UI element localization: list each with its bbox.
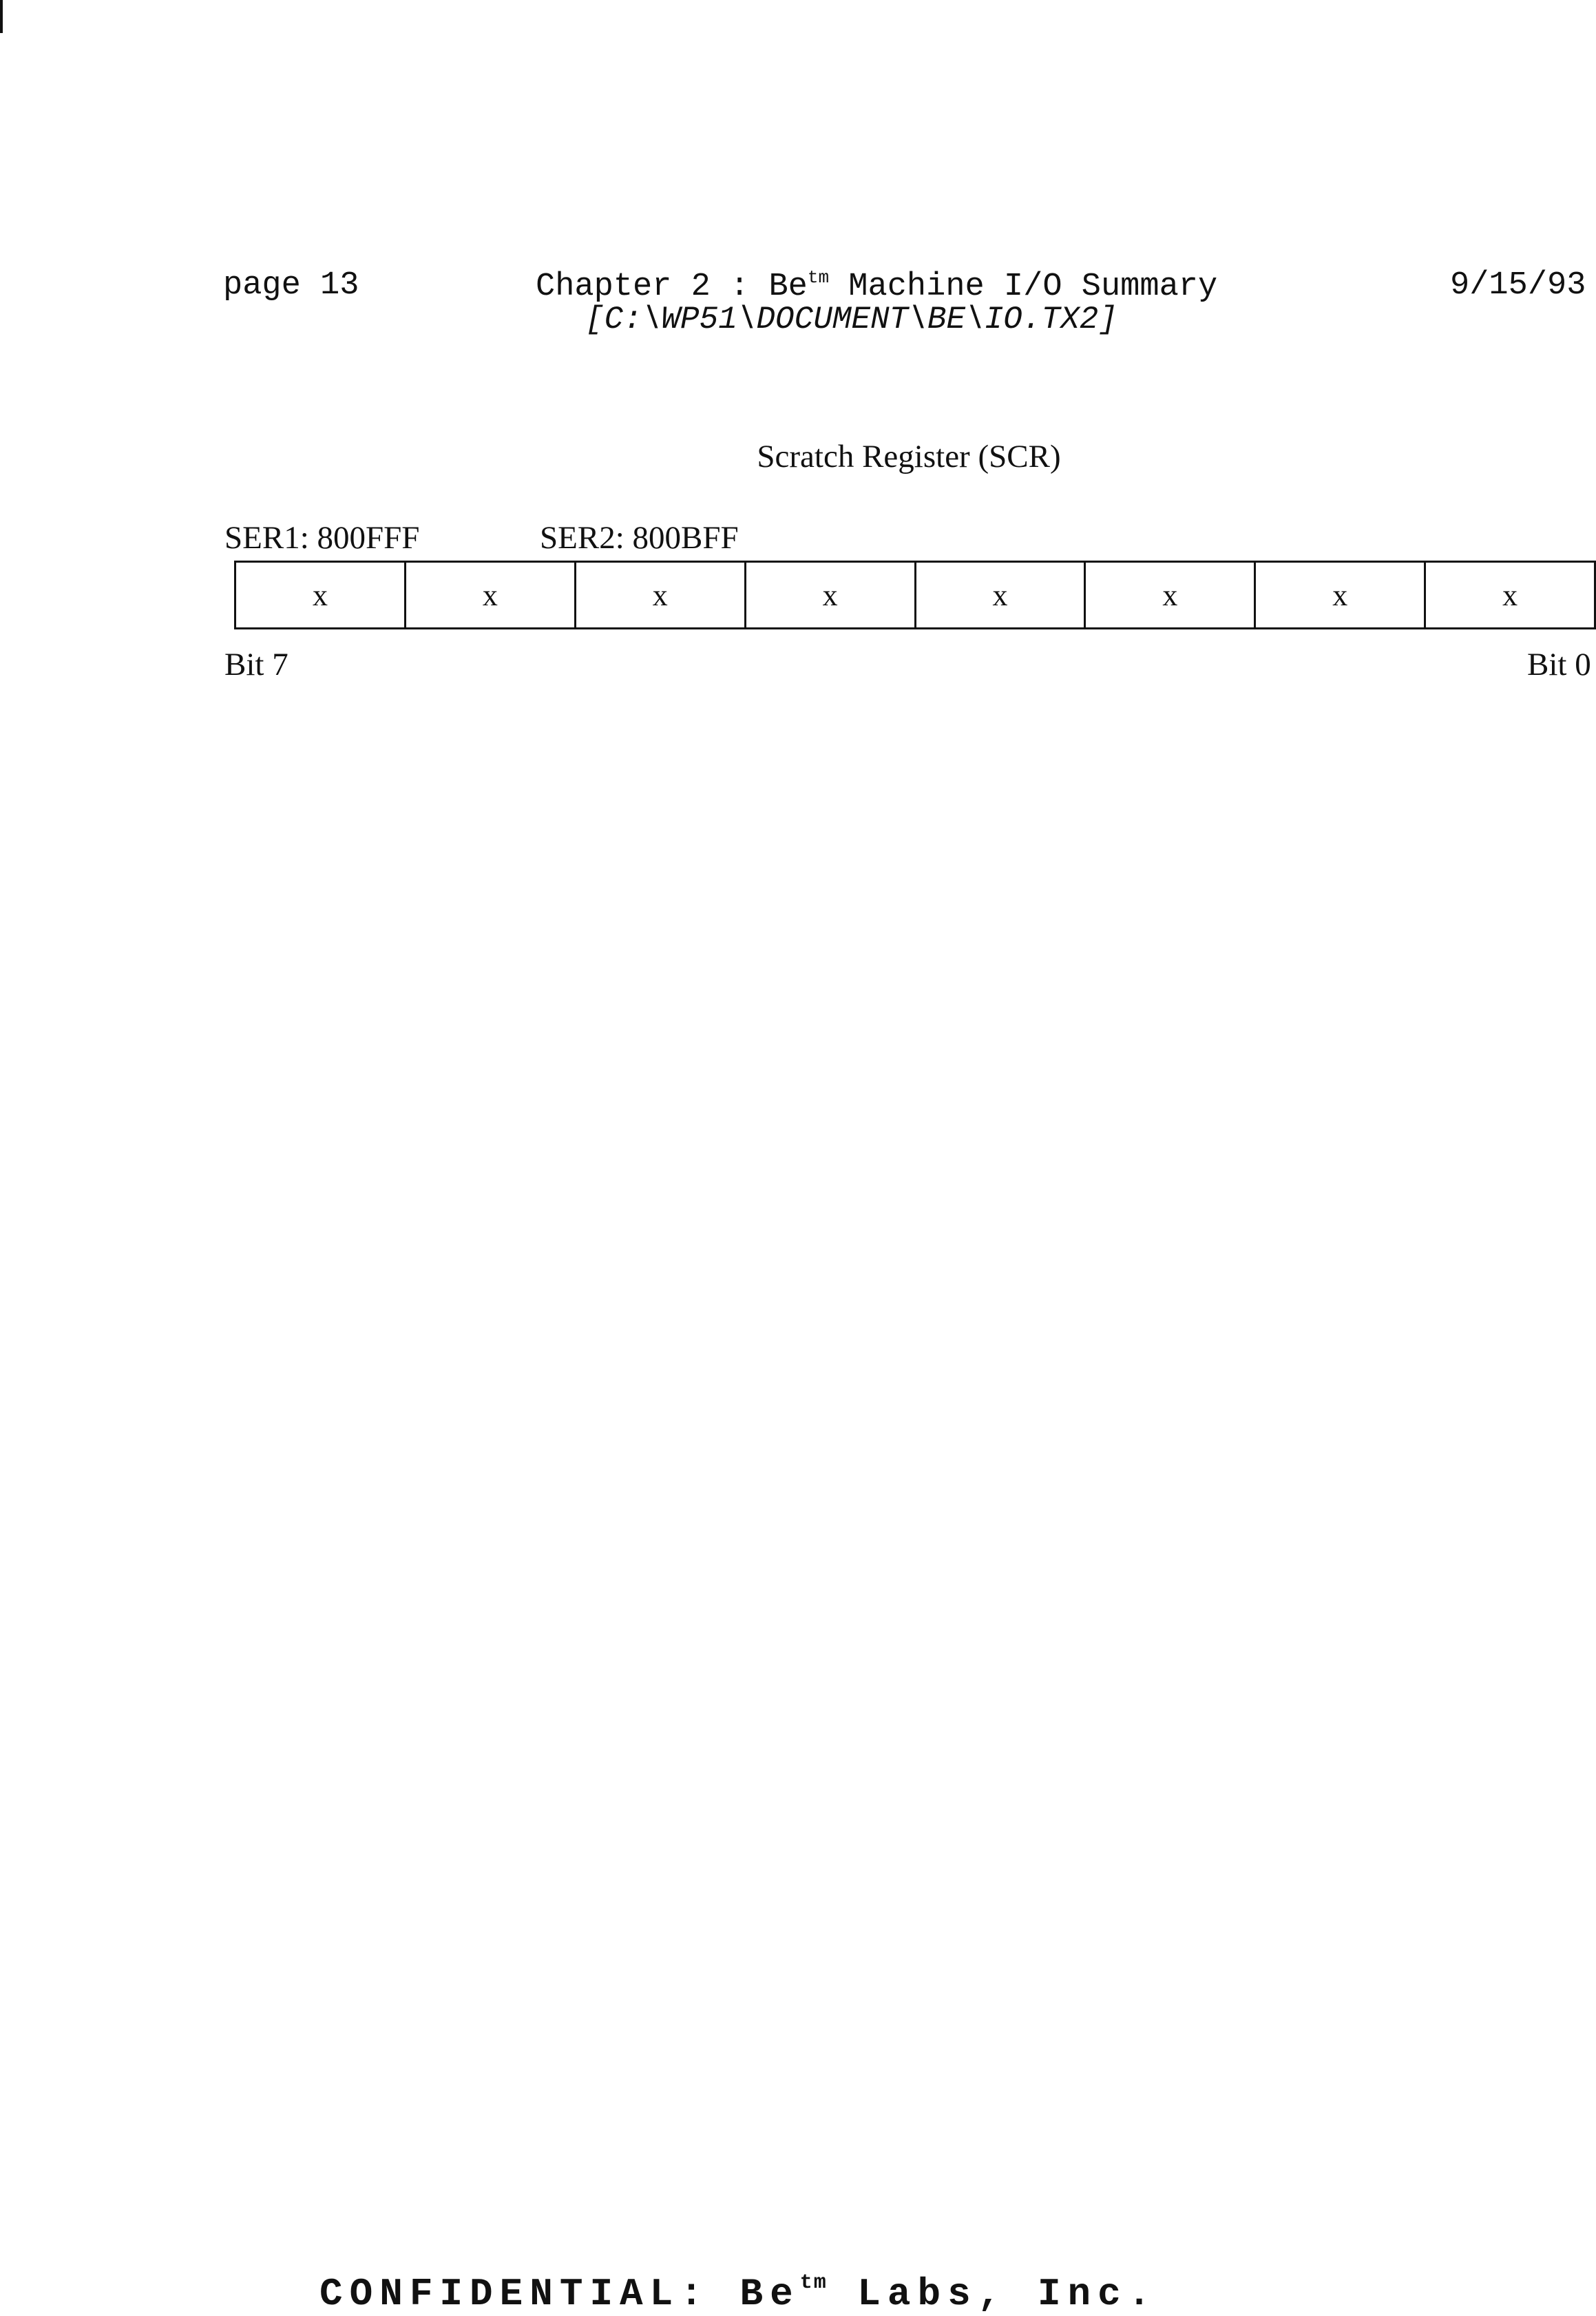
chapter-title (536, 267, 1217, 305)
footer-suffix: Labs, Inc. (827, 2272, 1158, 2316)
bit-7-cell: x (236, 563, 406, 627)
footer-prefix: CONFIDENTIAL: Be (319, 2272, 800, 2316)
bit-7-label: Bit 7 (224, 647, 288, 682)
footer-trademark: tm (799, 2271, 828, 2295)
bit-5-cell: x (576, 563, 746, 627)
document-date: 9/15/93 (1450, 267, 1586, 304)
bit-0-cell: x (1426, 563, 1596, 627)
bit-0-label: Bit 0 (1527, 647, 1591, 682)
chapter-trademark: tm (807, 267, 830, 288)
margin-mark (0, 0, 3, 33)
bit-4-cell: x (746, 563, 916, 627)
bit-1-cell: x (1256, 563, 1426, 627)
ser1-address: SER1: 800FFF (224, 520, 420, 556)
bit-2-cell: x (1086, 563, 1256, 627)
bit-6-cell: x (406, 563, 576, 627)
bit-3-cell: x (916, 563, 1086, 627)
confidential-footer (319, 2271, 1157, 2316)
ser2-address: SER2: 800BFF (540, 520, 739, 556)
page-number: page 13 (223, 267, 359, 304)
chapter-title-main: Chapter 2 : Be (536, 269, 808, 305)
register-title: Scratch Register (SCR) (757, 439, 1061, 474)
chapter-title-rest: Machine I/O Summary (829, 269, 1218, 305)
file-path: [C:\WP51\DOCUMENT\BE\IO.TX2] (585, 302, 1117, 337)
register-bit-table (234, 561, 1596, 629)
